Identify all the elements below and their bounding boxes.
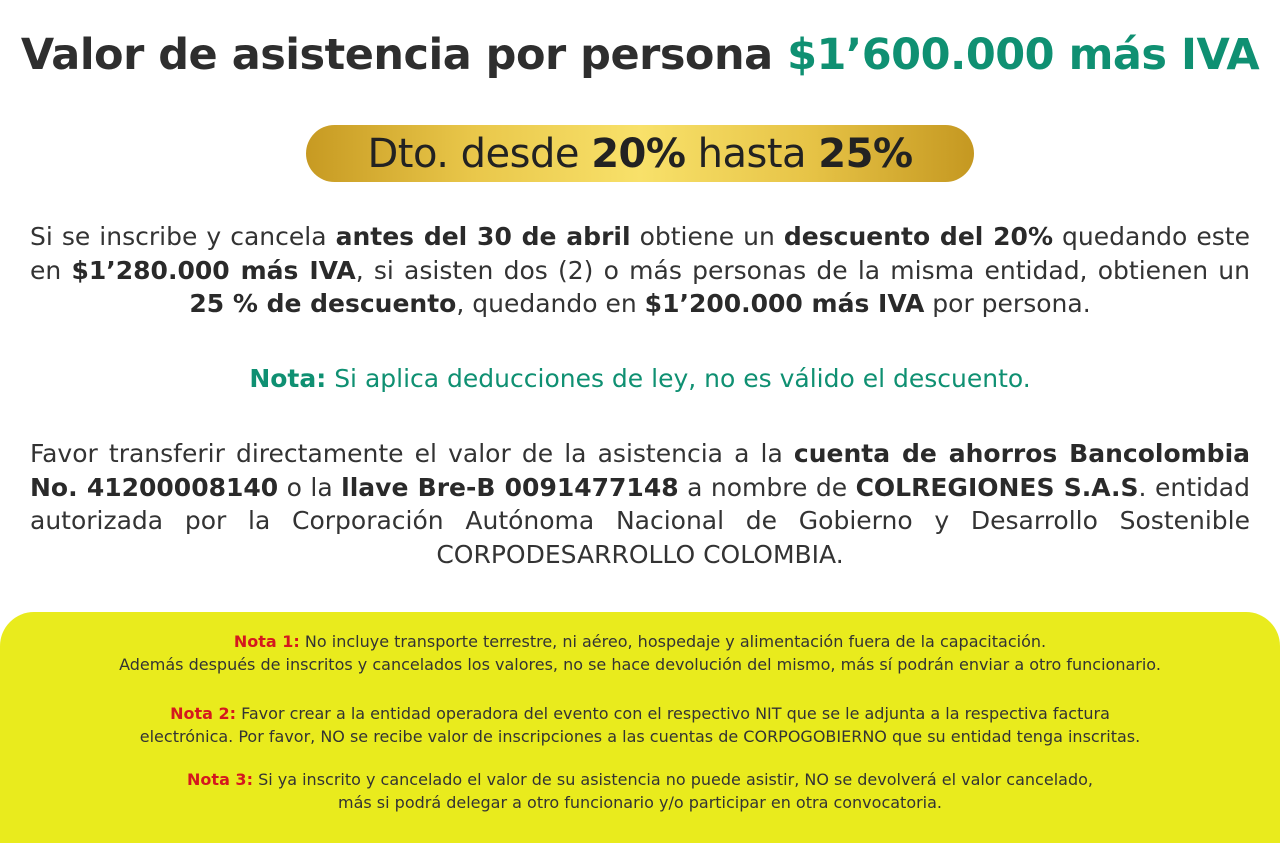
title-text: Valor de asistencia por persona (20, 30, 773, 80)
payment-paragraph (30, 437, 1250, 571)
price-25-text: $1’200.000 más IVA (644, 289, 925, 318)
company-name-text: COLREGIONES S.A.S (855, 472, 1139, 502)
title-price: $1’600.000 más IVA (787, 30, 1260, 80)
note-2-line-2: electrónica. Por favor, NO se recibe valor de inscripciones a las cuentas de CORPOGOBIERNO que su entidad tenga inscritas. (139, 726, 1141, 746)
note-text: Si ya inscrito y cancelado el valor de su asistencia no puede asistir, NO se devolverá el valor cancelado, (258, 770, 1093, 789)
price-20-text: $1’280.000 más IVA (71, 255, 356, 285)
text-segment: , si asisten dos (2) o más personas de la misma entidad, obtienen un (355, 255, 1251, 285)
note-2 (0, 703, 1280, 748)
discount-to: 25% (818, 130, 913, 177)
note-3 (0, 769, 1280, 814)
note-2-label: Nota 2: (170, 704, 237, 723)
text-segment: , quedando en (456, 289, 637, 318)
text-segment: . entidad autorizada por la Corporación Autónoma Nacional de Gobierno y Desarrollo Sostenible CORPODESARROLLO COLOMBIA. (30, 472, 1250, 569)
main-note-label: Nota: (249, 364, 327, 393)
note-2-line-1 (0, 703, 1280, 726)
text-segment: por persona. (932, 289, 1091, 318)
discount-from: 20% (591, 130, 686, 177)
text-segment: Favor transferir directamente el valor de la asistencia a la (30, 439, 783, 468)
deadline-text: antes del 30 de abril (335, 222, 631, 251)
discount-middle: hasta (697, 130, 807, 177)
main-note (0, 364, 1280, 393)
text-segment: a nombre de (687, 472, 848, 502)
note-3-line-1 (0, 769, 1280, 792)
note-text: Favor crear a la entidad operadora del evento con el respectivo NIT que se le adjunta a la respectiva factura (241, 704, 1110, 723)
text-segment: Si se inscribe y cancela (30, 222, 327, 251)
text-segment: obtiene un (639, 222, 775, 251)
text-segment: quedando este en (30, 222, 1250, 285)
note-1 (0, 631, 1280, 676)
discount-25-text: 25 % de descuento (189, 289, 457, 318)
note-text: No incluye transporte terrestre, ni aéreo, hospedaje y alimentación fuera de la capacitación. (304, 632, 1047, 651)
bank-account-text: cuenta de ahorros Bancolombia No. 41200008140 (30, 439, 1251, 502)
note-3-line-2: más si podrá delegar a otro funcionario y/o participar en otra convocatoria. (337, 792, 943, 812)
note-1-label: Nota 1: (233, 632, 300, 651)
discount-paragraph (30, 220, 1250, 321)
note-3-label: Nota 3: (187, 770, 253, 789)
bre-b-key-text: llave Bre-B 0091477148 (341, 472, 679, 502)
note-1-line-2: Además después de inscritos y cancelados los valores, no se hace devolución del mismo, más sí podrán enviar a otro funcionario. (119, 654, 1161, 674)
discount-20-text: descuento del 20% (783, 222, 1053, 251)
text-segment: o la (286, 472, 333, 502)
discount-badge (306, 125, 974, 182)
page-title (0, 30, 1280, 80)
note-1-line-1 (0, 631, 1280, 654)
main-note-text: Si aplica deducciones de ley, no es válido el descuento. (334, 364, 1031, 393)
discount-prefix: Dto. desde (367, 130, 579, 177)
